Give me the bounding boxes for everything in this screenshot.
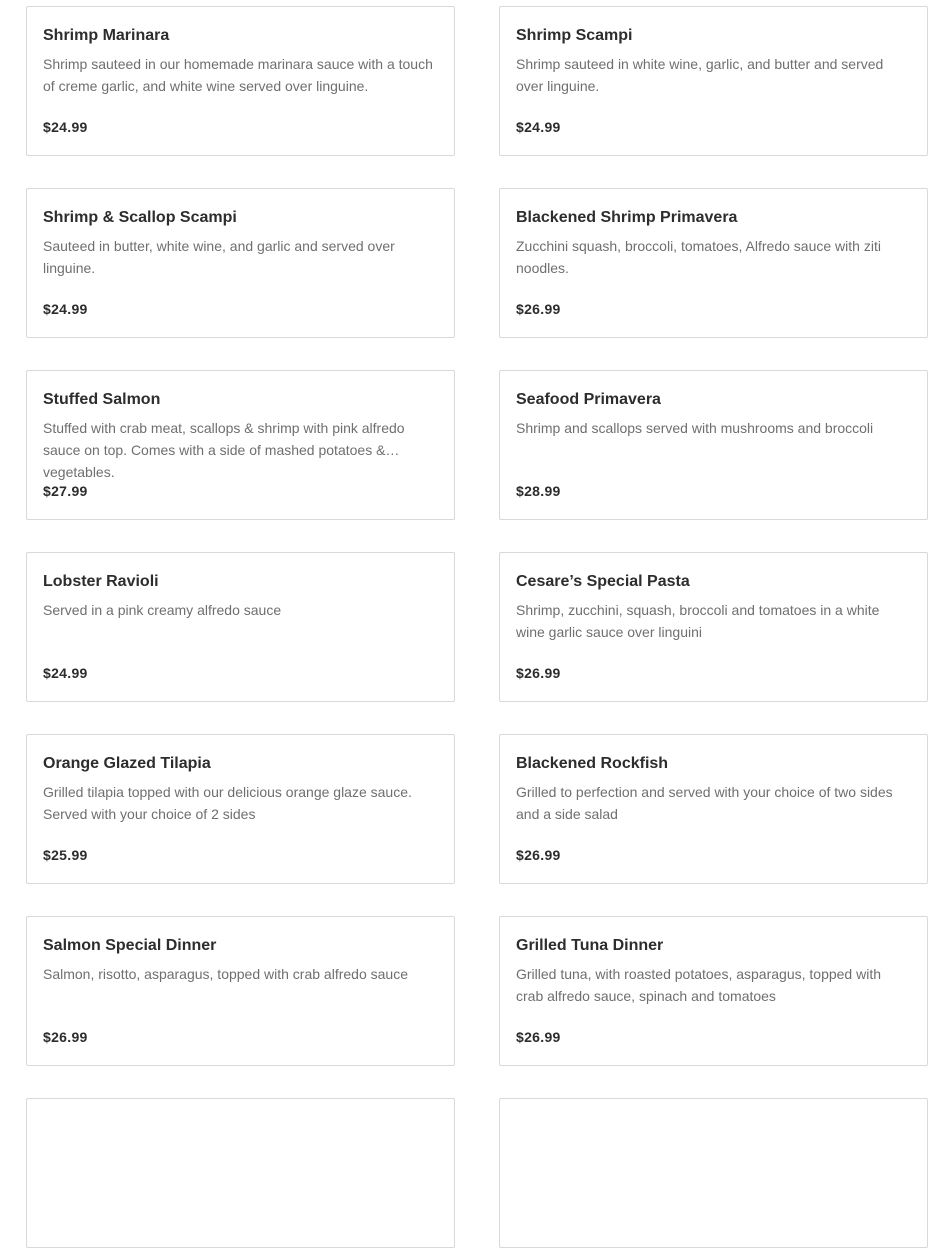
menu-item-name: Salmon Special Dinner: [43, 937, 217, 954]
menu-item-description: Salmon, risotto, asparagus, topped with crab alfredo sauce: [43, 966, 408, 982]
menu-item-card[interactable]: [499, 370, 928, 520]
menu-item-card[interactable]: [499, 188, 928, 338]
menu-item-description: Shrimp sauteed in our homemade marinara sauce with a touch of creme garlic, and white wine served over linguine.: [43, 56, 433, 94]
menu-item-card[interactable]: [499, 916, 928, 1066]
menu-item-name: Stuffed Salmon: [43, 391, 161, 408]
menu-item-price: $26.99: [516, 847, 561, 863]
menu-item-description: Shrimp sauteed in white wine, garlic, and butter and served over linguine.: [516, 56, 884, 94]
menu-item-description: Shrimp and scallops served with mushrooms and broccoli: [516, 420, 874, 436]
menu-item-description: Grilled tuna, with roasted potatoes, asparagus, topped with crab alfredo sauce, spinach and tomatoes: [516, 966, 881, 1004]
menu-item-name: Lobster Ravioli: [43, 573, 159, 590]
menu-item-card[interactable]: [26, 734, 455, 884]
menu-item-description: Grilled tilapia topped with our delicious orange glaze sauce. Served with your choice of 2 sides: [43, 784, 412, 822]
menu-item-card[interactable]: [26, 188, 455, 338]
menu-item-card[interactable]: [499, 6, 928, 156]
menu-item-price: $28.99: [516, 483, 561, 499]
menu-item-name: Orange Glazed Tilapia: [43, 755, 211, 772]
menu-item-name: Shrimp Marinara: [43, 27, 170, 44]
menu-item-description: [516, 1127, 911, 1171]
menu-item-name: Grilled Tuna Dinner: [516, 937, 664, 954]
menu-item-price: $24.99: [43, 665, 88, 681]
menu-item-card[interactable]: [499, 734, 928, 884]
menu-item-price: $27.99: [43, 483, 88, 499]
menu-item-name: Cesare’s Special Pasta: [516, 573, 690, 590]
menu-item-description: Grilled to perfection and served with your choice of two sides and a side salad: [516, 784, 893, 822]
menu-item-card[interactable]: [26, 6, 455, 156]
menu-item-card[interactable]: [26, 552, 455, 702]
menu-item-description: [43, 1127, 438, 1171]
menu-item-description: Shrimp, zucchini, squash, broccoli and tomatoes in a white wine garlic sauce over linguini: [516, 602, 880, 640]
menu-item-name: Shrimp Scampi: [516, 27, 633, 44]
menu-item-card[interactable]: [26, 370, 455, 520]
menu-item-grid: [26, 6, 928, 1248]
menu-item-price: $24.99: [43, 119, 88, 135]
menu-item-description: Zucchini squash, broccoli, tomatoes, Alfredo sauce with ziti noodles.: [516, 238, 881, 276]
menu-item-card[interactable]: [26, 1098, 455, 1248]
menu-item-price: $24.99: [43, 301, 88, 317]
menu-item-price: $26.99: [43, 1029, 88, 1045]
menu-item-description: Stuffed with crab meat, scallops & shrimp with pink alfredo sauce on top. Comes with a side of mashed potatoes & vegetables.: [43, 420, 405, 480]
menu-item-card[interactable]: [499, 1098, 928, 1248]
menu-item-description: Sauteed in butter, white wine, and garlic and served over linguine.: [43, 238, 395, 276]
menu-item-name: Blackened Shrimp Primavera: [516, 209, 738, 226]
menu-item-price: $25.99: [43, 847, 88, 863]
menu-item-name: Blackened Rockfish: [516, 755, 669, 772]
menu-item-card[interactable]: [499, 552, 928, 702]
menu-item-price: $26.99: [516, 665, 561, 681]
menu-item-price: $26.99: [516, 301, 561, 317]
menu-item-price: $24.99: [516, 119, 561, 135]
menu-item-price: $26.99: [516, 1029, 561, 1045]
menu-item-description: Served in a pink creamy alfredo sauce: [43, 602, 282, 618]
menu-item-name: Seafood Primavera: [516, 391, 661, 408]
menu-item-name: Shrimp & Scallop Scampi: [43, 209, 237, 226]
menu-item-card[interactable]: [26, 916, 455, 1066]
